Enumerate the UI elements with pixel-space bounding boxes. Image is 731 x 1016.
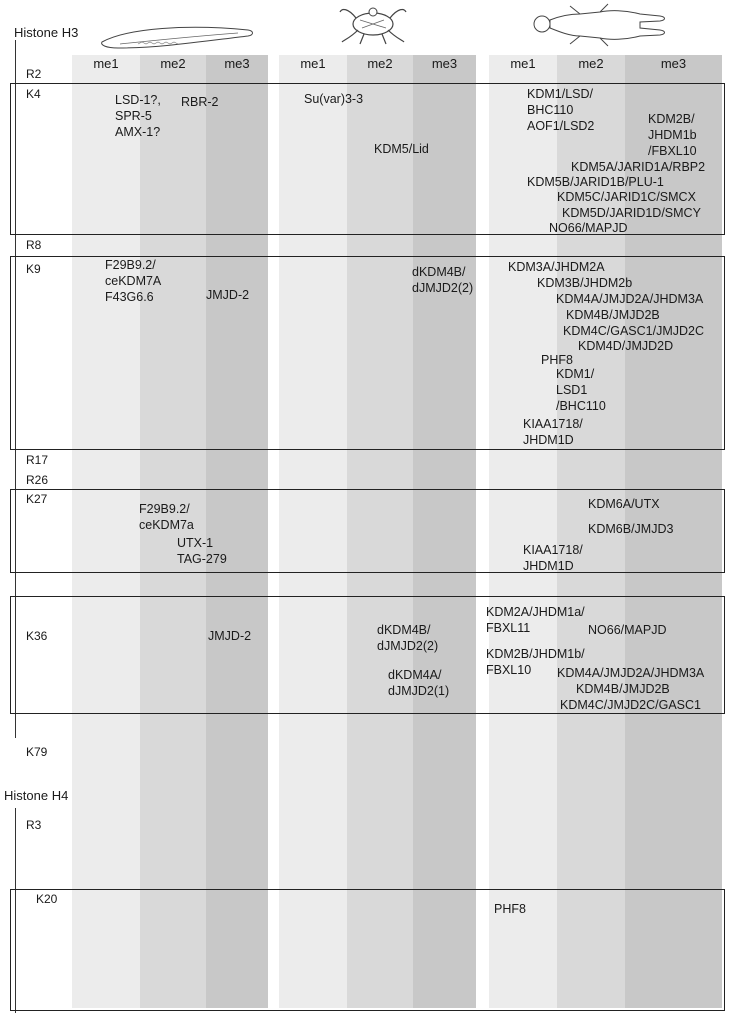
k27-worm-me2-enzyme: F29B9.2/ ceKDM7a [139,502,194,532]
residue-r2: R2 [26,67,42,81]
k27-human-enzyme-a: KDM6A/UTX [588,497,660,511]
worm-icon [98,22,258,56]
k9-worm-me3-enzyme: JMJD-2 [206,288,250,302]
k4-human-enzyme-b: KDM5B/JARID1B/PLU-1 [527,175,664,189]
k4-worm-me2-enzyme: RBR-2 [181,95,219,109]
k4-human-enzyme-e: NO66/MAPJD [549,221,628,235]
k9-human-enzyme-i: KIAA1718/ JHDM1D [523,417,583,447]
k27-human-enzyme-b: KDM6B/JMJD3 [588,522,674,536]
residue-r8: R8 [26,238,42,252]
residue-k20: K20 [36,892,58,906]
header-human-me1: me1 [510,56,536,71]
header-fly-me3: me3 [431,56,458,71]
k27-worm-me3-enzymes: UTX-1 TAG-279 [177,536,227,566]
k9-human-enzyme-b: KDM3B/JHDM2b [537,276,633,290]
residue-k36: K36 [26,629,48,643]
k4-worm-me1-enzymes: LSD-1?, SPR-5 AMX-1? [115,93,161,139]
k9-fly-me3-enzyme: dKDM4B/ dJMJD2(2) [412,265,474,295]
k27-human-enzyme-c: KIAA1718/ JHDM1D [523,543,583,573]
header-human-me3: me3 [660,56,687,71]
residue-k79: K79 [26,745,48,759]
k9-human-enzyme-g: PHF8 [541,353,573,367]
k9-human-enzyme-e: KDM4C/GASC1/JMJD2C [563,324,704,338]
header-human-me2: me2 [578,56,604,71]
residue-k4: K4 [26,87,41,101]
histone-h3-title: Histone H3 [14,25,79,40]
k4-human-enzyme-a: KDM5A/JARID1A/RBP2 [571,160,706,174]
k36-human-enzyme-c: KDM2B/JHDM1b/ FBXL10 [486,647,585,677]
k36-worm-me3-enzyme: JMJD-2 [208,629,252,643]
header-fly-me1: me1 [300,56,326,71]
k9-human-enzyme-c: KDM4A/JMJD2A/JHDM3A [556,292,704,306]
k4-fly-me1-enzyme: Su(var)3-3 [304,92,364,106]
residue-r17: R17 [26,453,49,467]
k9-human-enzyme-d: KDM4B/JMJD2B [566,308,660,322]
k36-fly-enzyme-a: dKDM4B/ dJMJD2(2) [377,623,439,653]
header-worm-me2: me2 [160,56,186,71]
k36-human-enzyme-a: KDM2A/JHDM1a/ FBXL11 [486,605,585,635]
k36-fly-enzyme-b: dKDM4A/ dJMJD2(1) [388,668,450,698]
k9-human-enzyme-f: KDM4D/JMJD2D [578,339,674,353]
residue-k27: K27 [26,492,48,506]
k4-human-me3-enzyme: KDM2B/ JHDM1b /FBXL10 [648,112,697,158]
k20-box [10,889,725,1011]
k36-human-enzyme-e: KDM4B/JMJD2B [576,682,670,696]
residue-r26: R26 [26,473,49,487]
histone-h4-title: Histone H4 [4,788,69,803]
k4-fly-me3-enzyme: KDM5/Lid [374,142,429,156]
header-worm-me1: me1 [93,56,119,71]
human-icon [530,2,670,48]
k4-human-enzyme-c: KDM5C/JARID1C/SMCX [557,190,696,204]
k36-human-enzyme-f: KDM4C/JMJD2C/GASC1 [560,698,701,712]
header-worm-me3: me3 [224,56,250,71]
k4-human-enzyme-d: KDM5D/JARID1D/SMCY [562,206,701,220]
k9-human-enzyme-a: KDM3A/JHDM2A [508,260,605,274]
k9-human-enzyme-h: KDM1/ LSD1 /BHC110 [556,367,606,413]
k20-human-me1-enzyme: PHF8 [494,902,526,916]
k4-human-me1-enzymes: KDM1/LSD/ BHC110 AOF1/LSD2 [527,87,595,133]
k36-human-enzyme-d: KDM4A/JMJD2A/JHDM3A [557,666,705,680]
fly-icon [338,4,408,46]
residue-k9: K9 [26,262,41,276]
residue-r3: R3 [26,818,42,832]
k36-human-enzyme-b: NO66/MAPJD [588,623,667,637]
header-fly-me2: me2 [367,56,393,71]
k9-worm-me1-enzymes: F29B9.2/ ceKDM7A F43G6.6 [105,258,162,304]
